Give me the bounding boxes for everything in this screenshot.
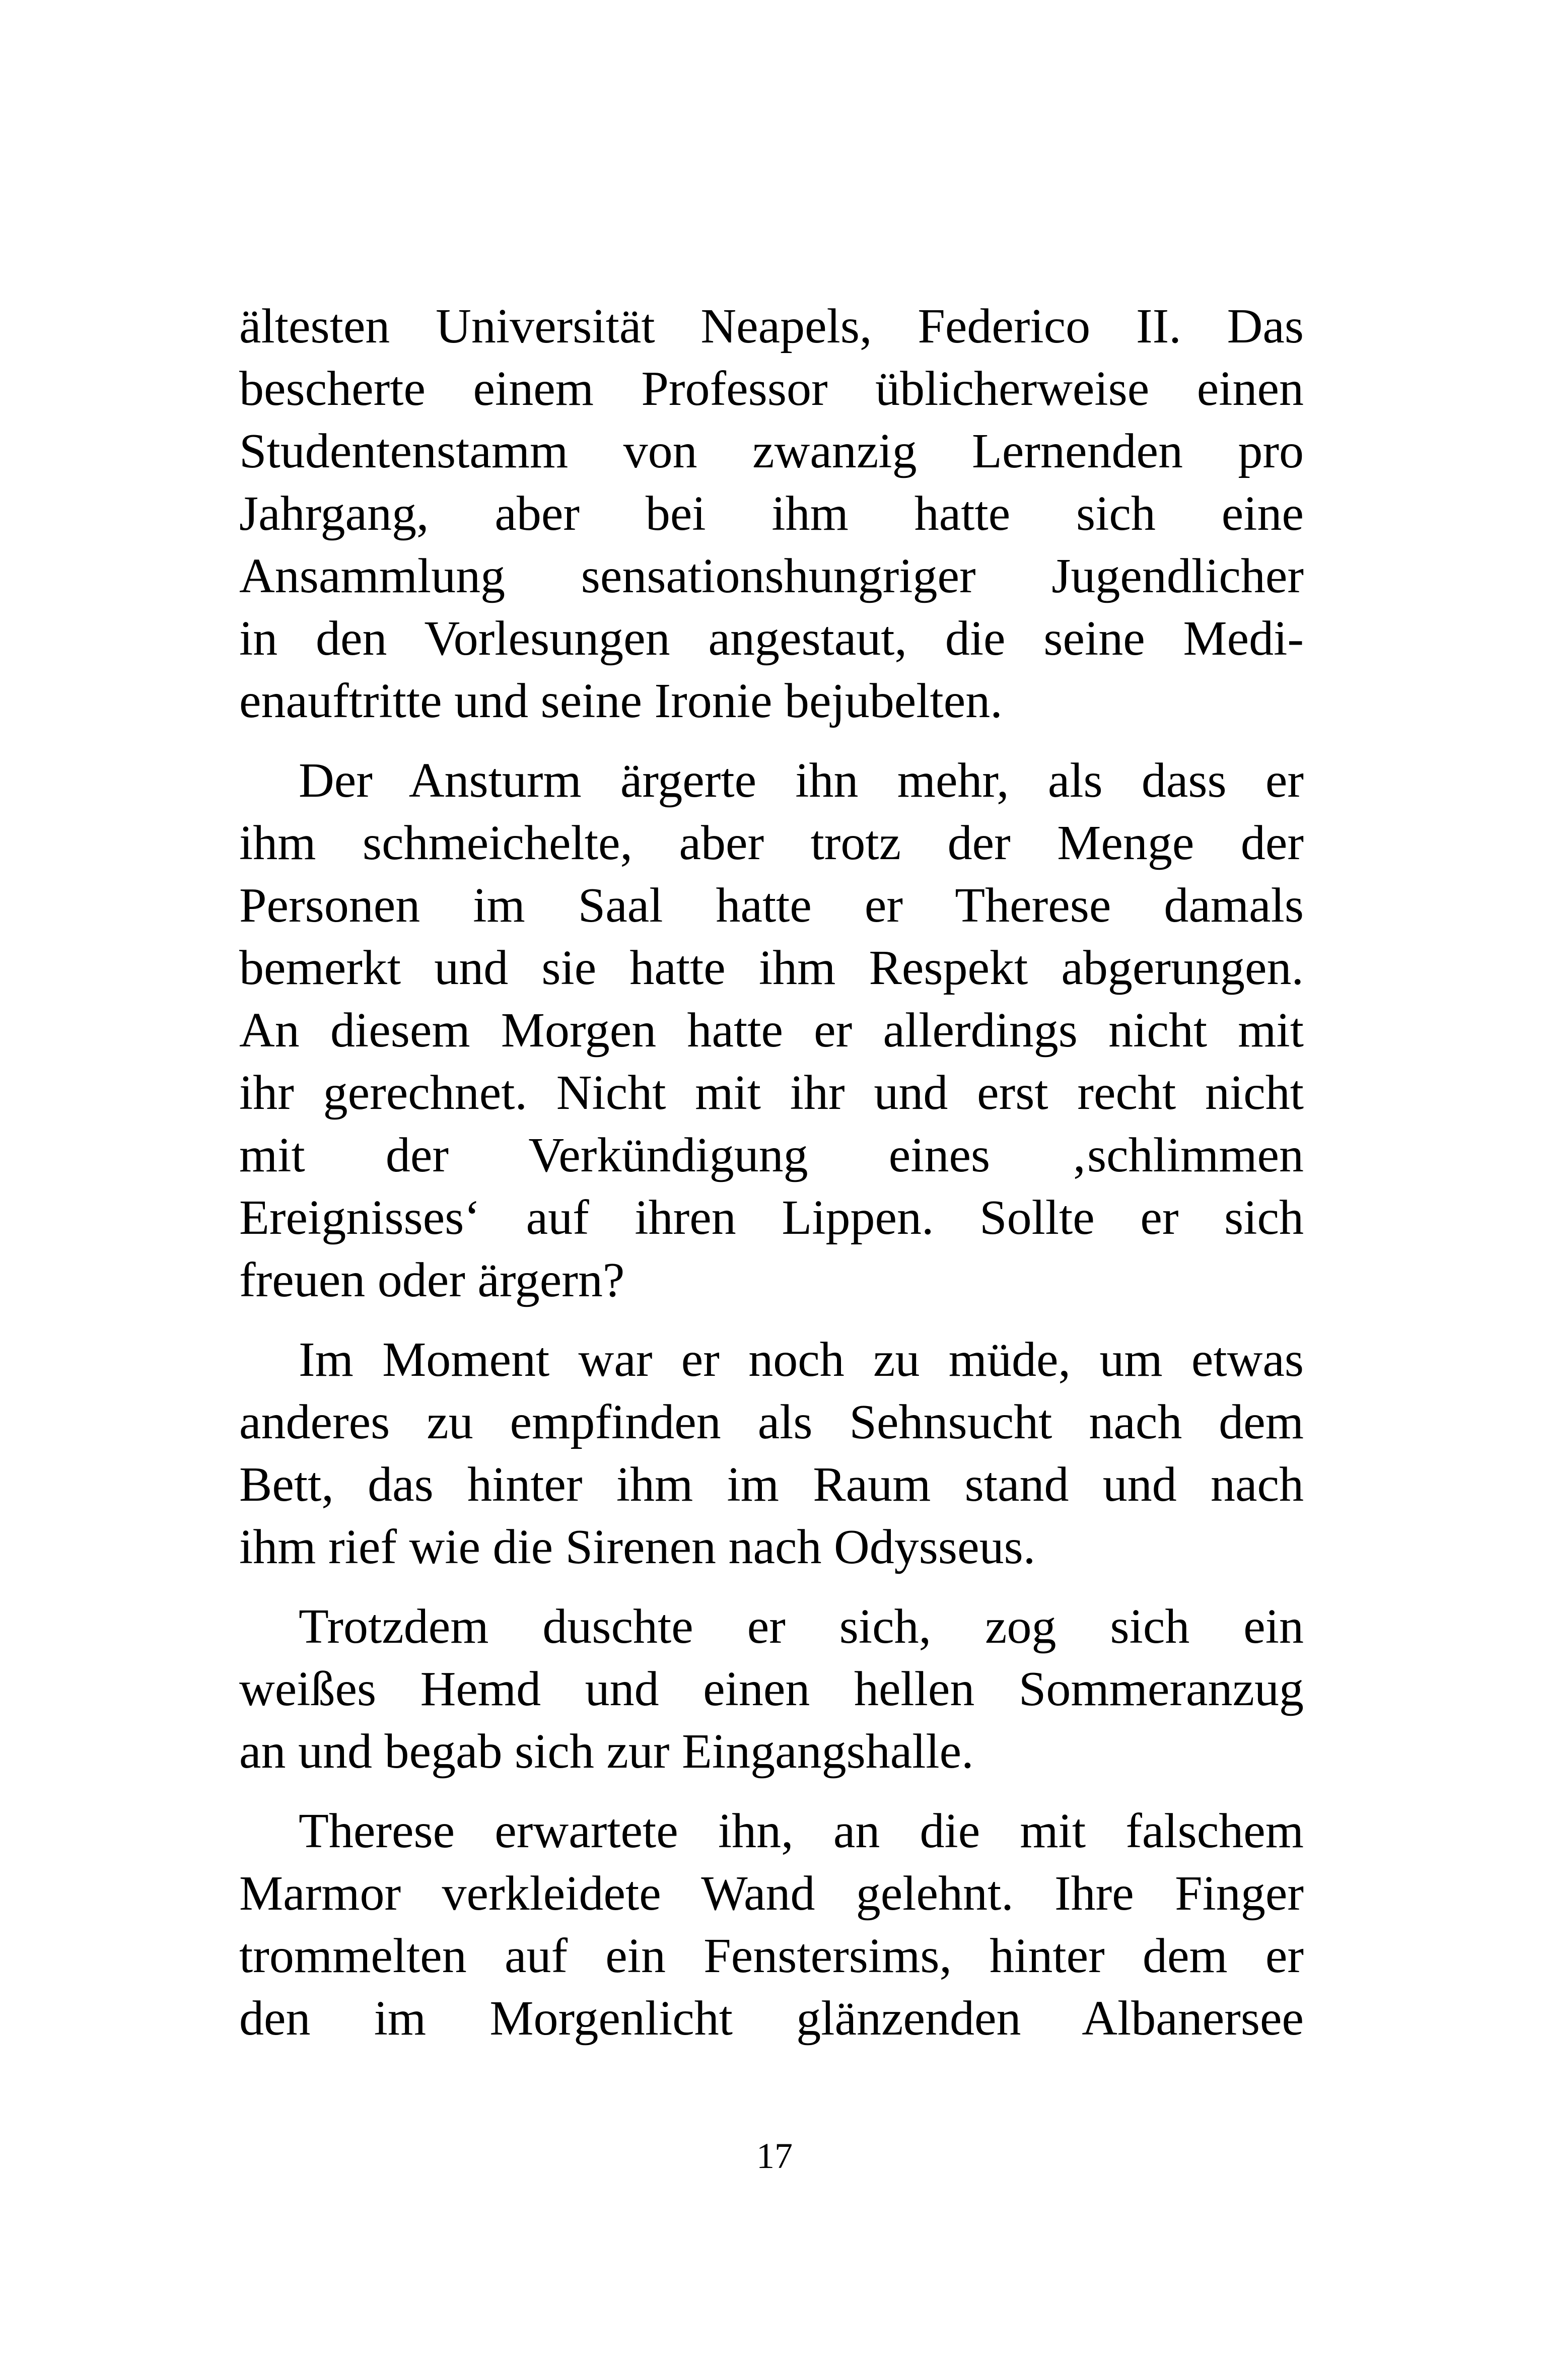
text-line: Der Ansturm ärgerte ihn mehr, als dass er [299, 753, 1304, 808]
paragraph-gap [239, 1783, 1304, 1800]
text-line: bescherte einem Professor üblicherweise einen [239, 362, 1304, 416]
text-line: Ansammlung sensationshungriger Jugendlicher [239, 549, 1304, 603]
text-line: ältesten Universität Neapels, Federico II. Das [239, 299, 1304, 354]
text-line: freuen oder ärgern? [239, 1253, 625, 1307]
text-line: trommelten auf ein Fenstersims, hinter dem er [239, 1929, 1304, 1983]
text-line: enauftritte und seine Ironie bejubelten. [239, 674, 1003, 728]
text-line: bemerkt und sie hatte ihm Respekt abgerungen. [239, 941, 1304, 995]
text-line: Jahrgang, aber bei ihm hatte sich eine [239, 486, 1304, 541]
text-line: anderes zu empfinden als Sehnsucht nach dem [239, 1395, 1304, 1449]
text-line: weißes Hemd und einen hellen Sommeranzug [239, 1662, 1304, 1716]
text-line: Trotzdem duschte er sich, zog sich ein [299, 1599, 1304, 1654]
paragraph-gap [239, 1311, 1304, 1328]
paragraph-gap [239, 1578, 1304, 1595]
text-line: Im Moment war er noch zu müde, um etwas [299, 1333, 1304, 1387]
text-line: an und begab sich zur Eingangshalle. [239, 1724, 974, 1779]
text-line: Marmor verkleidete Wand gelehnt. Ihre Finger [239, 1866, 1304, 1921]
text-line: ihr gerechnet. Nicht mit ihr und erst recht nicht [239, 1066, 1304, 1120]
text-line: ihm schmeichelte, aber trotz der Menge der [239, 816, 1304, 870]
page-number: 17 [756, 2136, 793, 2176]
text-line: den im Morgenlicht glänzenden Albanersee [239, 1991, 1304, 2046]
text-line: in den Vorlesungen angestaut, die seine Medi- [239, 611, 1304, 666]
text-line: mit der Verkündigung eines ‚schlimmen [239, 1128, 1304, 1182]
text-line: Therese erwartete ihn, an die mit falschem [299, 1804, 1304, 1858]
text-line: ihm rief wie die Sirenen nach Odysseus. [239, 1520, 1036, 1574]
text-line: Ereignisses‘ auf ihren Lippen. Sollte er sich [239, 1191, 1304, 1245]
text-line: Personen im Saal hatte er Therese damals [239, 878, 1304, 933]
body-text [239, 295, 1304, 2050]
text-line: Studentenstamm von zwanzig Lernenden pro [239, 424, 1304, 478]
paragraph-gap [239, 732, 1304, 749]
text-line: An diesem Morgen hatte er allerdings nicht mit [239, 1003, 1304, 1058]
text-line: Bett, das hinter ihm im Raum stand und nach [239, 1457, 1304, 1512]
